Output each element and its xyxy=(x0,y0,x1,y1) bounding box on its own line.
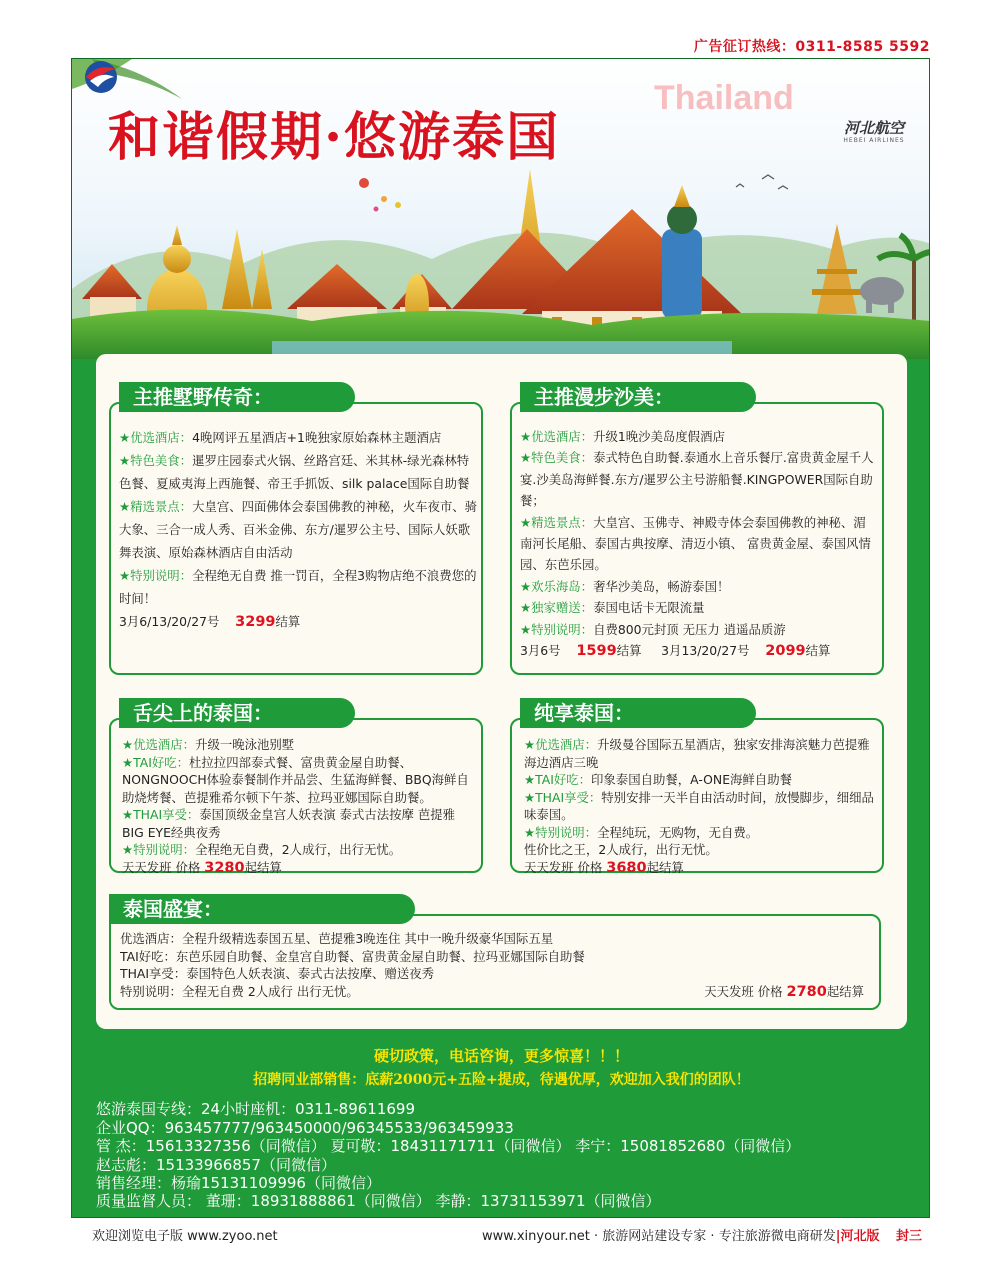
feast-hotel-line: 优选酒店：全程升级精选泰国五星、芭提雅3晚连住 其中一晚升级豪华国际五星 xyxy=(120,931,554,946)
villa-package-tab xyxy=(119,382,355,412)
pure-notes-line: ★特别说明：全程纯玩，无购物，无自费。 xyxy=(524,824,759,840)
ad-hotline: 广告征订热线：0311-8585 5592 xyxy=(693,39,930,55)
footer-page-label: 封三 xyxy=(895,1229,922,1244)
feast-package-title: 泰国盛宴： xyxy=(123,897,223,921)
feast-package-details xyxy=(120,930,872,1000)
beach-price-line: 3月6号 1599结算 3月13/20/27号 2099结算 xyxy=(520,643,831,660)
airline-subtitle: HEBEI AIRLINES xyxy=(843,137,905,144)
beach-price-1: 1599 xyxy=(576,643,617,660)
contact-staff-2: 赵志彪：15133966857（同微信） xyxy=(96,1156,336,1174)
feast-enjoy-line: THAI享受：泰国特色人妖表演、泰式古法按摩、赠送夜秀 xyxy=(120,966,435,981)
food-enjoy-line: ★THAI享受：泰国顶级金皇宫人妖表演 泰式古法按摩 芭提雅BIG EYE经典夜秀 xyxy=(122,807,455,840)
pure-value-line: 性价比之王，2人成行，出行无忧。 xyxy=(524,842,718,857)
itinerary-panel xyxy=(96,354,907,1029)
food-package-tab xyxy=(119,698,355,728)
feast-package-tab xyxy=(109,894,415,924)
feast-notes-line: 特别说明：全程无自费 2人成行 出行无忧。 天天发班 价格 2780起结算 xyxy=(120,983,864,1000)
food-package-details xyxy=(122,736,474,877)
food-price-line: 天天发班 价格 3280起结算 xyxy=(122,859,282,876)
contact-sales-manager: 销售经理：杨瑜15131109996（同微信） xyxy=(96,1174,381,1192)
footer-site-text[interactable]: www.xinyour.net · 旅游网站建设专家 · 专注旅游微电商研发 xyxy=(482,1229,836,1244)
villa-food-line: ★特色美食：暹罗庄园泰式火锅、丝路宫廷、米其林-绿光森林特色餐、夏威夷海上西施餐、帝王手抓饭、silk palace国际自助餐 xyxy=(119,453,470,491)
beach-package-title: 主推漫步沙美： xyxy=(534,385,674,409)
food-hotel-line: ★优选酒店：升级一晚泳池别墅 xyxy=(122,737,295,752)
pure-enjoy-line: ★THAI享受：特别安排一天半自由活动时间，放慢脚步，细细品味泰国。 xyxy=(524,789,874,822)
thailand-watermark: Thailand xyxy=(654,79,794,117)
pure-price: 3680 xyxy=(606,859,647,876)
contact-hotline: 悠游泰国专线：24小时座机：0311-89611699 xyxy=(96,1100,416,1118)
beach-sights-line: ★精选景点：大皇宫、玉佛寺、神殿寺体会泰国佛教的神秘、湄南河长尾船、泰国古典按摩、清迈小镇、 富贵黄金屋、泰国风情园、东芭乐园。 xyxy=(520,514,871,573)
feast-food-line: TAI好吃：东芭乐园自助餐、金皇宫自助餐、富贵黄金屋自助餐、拉玛亚娜国际自助餐 xyxy=(120,948,585,964)
contact-qq: 企业QQ：963457777/963450000/96345533/963459933 xyxy=(96,1119,514,1137)
villa-price-line: 3月6/13/20/27号 3299结算 xyxy=(119,614,301,630)
pure-package-details xyxy=(524,736,876,877)
villa-sights-line: ★精选景点：大皇宫、四面佛体会泰国佛教的神秘，火车夜市、骑大象、三合一成人秀、百米金佛、东方/暹罗公主号、国际人妖歌舞表演、原始森林酒店自由活动 xyxy=(119,499,478,560)
food-price: 3280 xyxy=(204,859,245,876)
contact-staff-1: 管 杰：15613327356（同微信） 夏可敬：18431171711（同微信） 李宁：15081852680（同微信） xyxy=(96,1137,801,1155)
food-package-title: 舌尖上的泰国： xyxy=(133,701,273,725)
thailand-banner xyxy=(72,59,930,359)
pure-food-line: ★TAI好吃：印象泰国自助餐，A-ONE海鲜自助餐 xyxy=(524,772,792,787)
villa-package-details xyxy=(119,426,481,634)
airline-name: 河北航空 xyxy=(843,119,904,137)
beach-gift-line: ★独家赠送：泰国电话卡无限流量 xyxy=(520,600,705,616)
villa-price: 3299 xyxy=(235,614,276,630)
banner-headline: 和谐假期·悠游泰国 xyxy=(108,107,561,168)
beach-package-tab xyxy=(520,382,756,412)
hebei-airlines-logo-icon xyxy=(72,59,130,115)
feast-price-line: 天天发班 价格 2780起结算 xyxy=(704,983,864,1000)
promo-line-1: 硬切政策，电话咨询，更多惊喜！！！ xyxy=(373,1047,629,1065)
villa-hotel-line: ★优选酒店：4晚网评五星酒店+1晚独家原始森林主题酒店 xyxy=(119,430,442,445)
food-notes-line: ★特别说明：全程绝无自费，2人成行，出行无忧。 xyxy=(122,842,402,857)
beach-price-2: 2099 xyxy=(765,643,806,660)
feast-price: 2780 xyxy=(786,983,827,1000)
beach-package-details xyxy=(520,426,878,662)
pure-hotel-line: ★优选酒店：升级曼谷国际五星酒店，独家安排海滨魅力芭提雅海边酒店三晚 xyxy=(524,737,870,770)
villa-package-title: 主推墅野传奇： xyxy=(133,385,273,409)
beach-notes-line: ★特别说明：自费800元封顶 无压力 逍遥品质游 xyxy=(520,621,786,637)
pure-package-tab xyxy=(520,698,756,728)
pure-price-line: 天天发班 价格 3680起结算 xyxy=(524,859,684,876)
villa-notes-line: ★特别说明：全程绝无自费 推一罚百，全程3购物店绝不浪费您的时间！ xyxy=(119,568,477,606)
beach-island-line: ★欢乐海岛：奢华沙美岛，畅游泰国！ xyxy=(520,578,730,594)
beach-hotel-line: ★优选酒店：升级1晚沙美岛度假酒店 xyxy=(520,429,725,444)
page-frame xyxy=(71,58,930,1218)
footer-credits xyxy=(482,1225,922,1244)
footer-region: |河北版 xyxy=(835,1229,880,1244)
footer-ebook-link[interactable]: 欢迎浏览电子版 www.zyoo.net xyxy=(92,1229,278,1244)
recruitment-line: 招聘同业部销售：底薪2000元+五险+提成，待遇优厚，欢迎加入我们的团队！ xyxy=(253,1072,750,1088)
pure-package-title: 纯享泰国： xyxy=(534,701,634,725)
food-food-line: ★TAI好吃：杜拉拉四部泰式餐、富贵黄金屋自助餐、NONGNOOCH体验泰餐制作并品尝、生猛海鲜餐、BBQ海鲜自助烧烤餐、芭提雅希尔顿下午茶、拉玛亚娜国际自助餐。 xyxy=(122,754,469,805)
beach-food-line: ★特色美食：泰式特色自助餐.泰通水上音乐餐厅.富贵黄金屋千人宴.沙美岛海鲜餐.东方/暹罗公主号游船餐.KINGPOWER国际自助餐； xyxy=(520,450,874,509)
contact-quality-supervisors: 质量监督人员： 董珊：18931888861（同微信） 李静：13731153971（同微信） xyxy=(96,1192,661,1210)
